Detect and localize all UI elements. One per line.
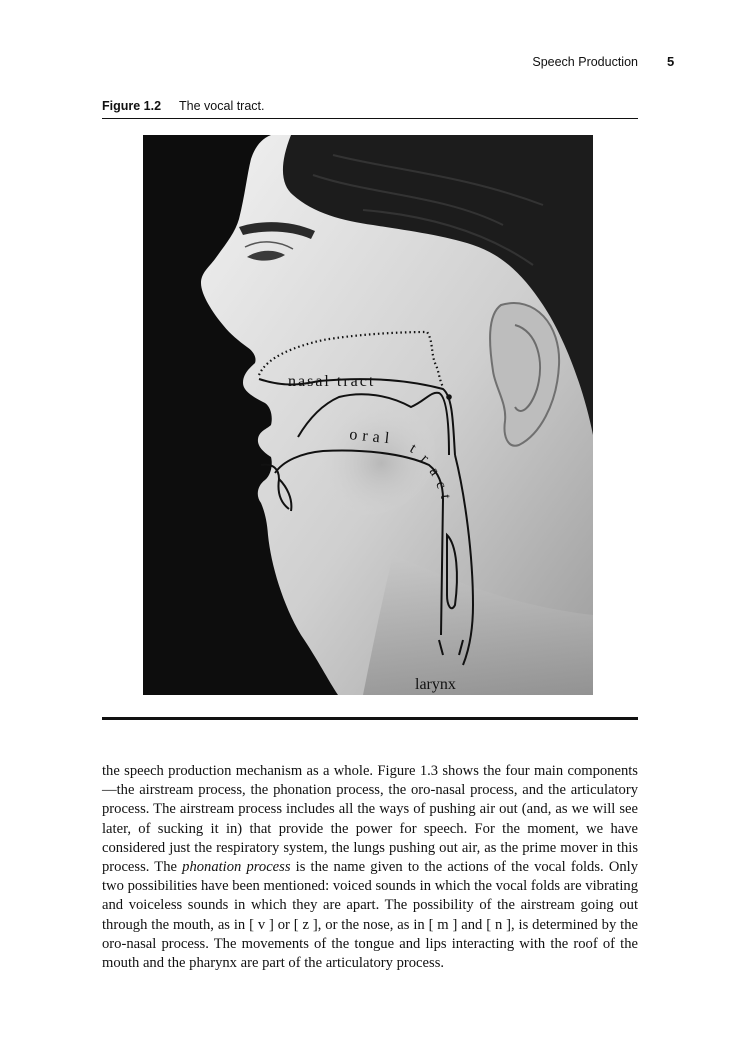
phonation-process-term: phonation process (182, 859, 291, 876)
body-paragraph (102, 762, 638, 973)
caption-rule (102, 118, 638, 119)
body-text-part-1: the speech production mechanism as a whole. Figure 1.3 shows the four main components—the airstream process, the phonation process, the oro-nasal process, and the articulatory process. The airstream process includes all the ways of pushing air out (and, as we will see later, of sucking it in) that provide the power for speech. For the moment, we have considered just the respiratory system, the lungs pushing out air, as the prime mover in this process. The (102, 763, 638, 876)
tract-letter: r (417, 451, 432, 467)
velum-dot (447, 395, 451, 399)
tract-letter: a (425, 464, 443, 479)
nasal-tract-label: nasal tract (288, 373, 376, 390)
running-head (0, 53, 734, 73)
page-number: 5 (667, 54, 675, 69)
oral-label: oral (348, 426, 395, 448)
tract-letter: c (432, 479, 450, 491)
larynx-label: larynx (415, 676, 456, 693)
body-text-part-2: is the name given to the actions of the vocal folds. Only two possibilities have been mentioned: voiced sounds in which the vocal folds are vibrating and voiceless sounds in which they are apart. The possibility of the airstream going out through the mouth, as in [ v ] or [ z ], or the nose, as in [ m ] and [ n ], is determined by the oro-nasal process. The movements of the tongue and lips interacting with the roof of the mouth and the pharynx are part of the articulatory process. (102, 859, 639, 972)
figure-label: Figure 1.2 (102, 99, 162, 113)
figure-caption (102, 99, 638, 113)
tract-letter: t (437, 493, 454, 500)
figure-caption-text: The vocal tract. (179, 99, 265, 113)
vocal-tract-figure (143, 135, 593, 695)
running-title: Speech Production (532, 55, 638, 69)
figure-bottom-rule (102, 717, 638, 720)
tract-letter: t (407, 440, 419, 457)
